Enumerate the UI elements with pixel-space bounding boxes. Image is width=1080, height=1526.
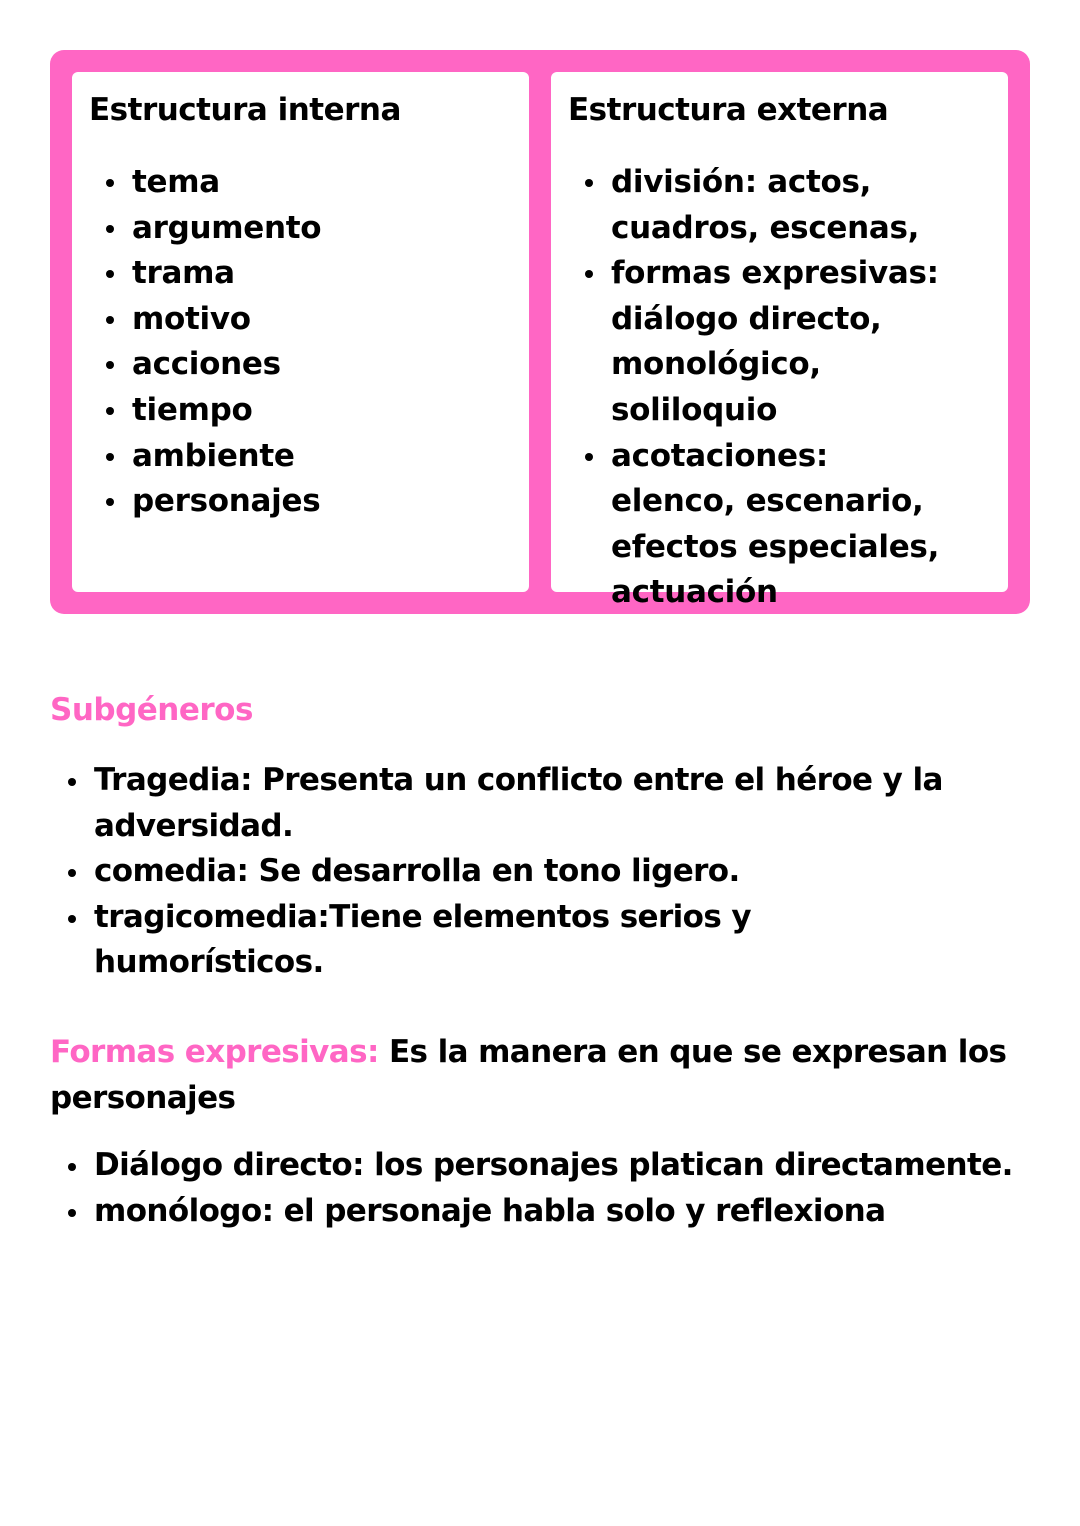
external-structure-card bbox=[551, 72, 1008, 611]
formas-expresivas-intro bbox=[50, 1030, 1010, 1121]
external-structure-list bbox=[551, 160, 951, 616]
formas-expresivas-label: Formas expresivas: bbox=[50, 1034, 379, 1070]
internal-structure-title: Estructura interna bbox=[89, 92, 401, 128]
list-item: tiempo bbox=[72, 388, 321, 434]
list-item: personajes bbox=[72, 479, 321, 525]
list-item: monólogo: el personaje habla solo y reflexiona bbox=[50, 1189, 1050, 1235]
subgeneros-title: Subgéneros bbox=[50, 692, 253, 728]
external-structure-title: Estructura externa bbox=[568, 92, 889, 128]
subgeneros-list bbox=[50, 758, 950, 986]
list-item: argumento bbox=[72, 206, 321, 252]
list-item: acotaciones: elenco, escenario, efectos especiales, actuación bbox=[551, 434, 951, 616]
list-item: ambiente bbox=[72, 434, 321, 480]
list-item: Diálogo directo: los personajes platican directamente. bbox=[50, 1143, 1050, 1189]
internal-structure-card bbox=[72, 72, 529, 592]
structure-frame bbox=[50, 50, 1030, 614]
list-item: acciones bbox=[72, 342, 321, 388]
formas-expresivas-list bbox=[50, 1143, 1050, 1234]
list-item: motivo bbox=[72, 297, 321, 343]
list-item: formas expresivas: diálogo directo, monológico, soliloquio bbox=[551, 251, 951, 433]
list-item: comedia: Se desarrolla en tono ligero. bbox=[50, 849, 950, 895]
list-item: tema bbox=[72, 160, 321, 206]
list-item: tragicomedia:Tiene elementos serios y humorísticos. bbox=[50, 895, 950, 986]
list-item: Tragedia: Presenta un conflicto entre el héroe y la adversidad. bbox=[50, 758, 950, 849]
list-item: trama bbox=[72, 251, 321, 297]
formas-expresivas-definition: Es la manera en que se expresan los personajes bbox=[50, 1034, 1007, 1116]
internal-structure-list bbox=[72, 160, 321, 525]
list-item: división: actos, cuadros, escenas, bbox=[551, 160, 951, 251]
